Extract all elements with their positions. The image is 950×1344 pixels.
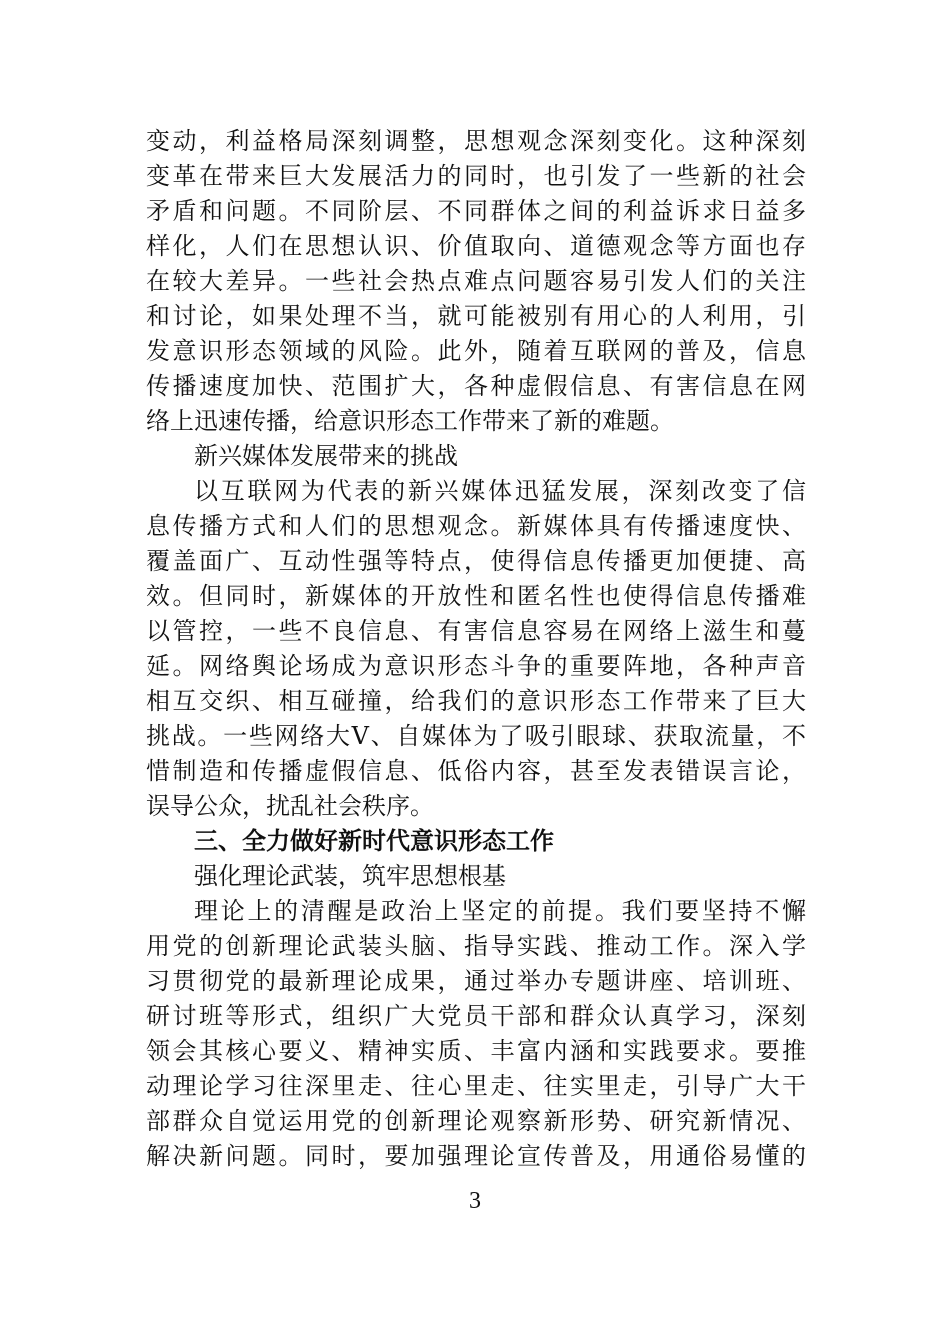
text-line: 变动，利益格局深刻调整，思想观念深刻变化。这种深刻 — [146, 127, 806, 155]
paragraph-2 — [146, 474, 806, 824]
paragraph-1 — [146, 124, 806, 439]
text-line: 以管控，一些不良信息、有害信息容易在网络上滋生和蔓 — [146, 617, 806, 645]
text-line: 惜制造和传播虚假信息、低俗内容，甚至发表错误言论， — [146, 757, 806, 785]
text-line: 理论上的清醒是政治上坚定的前提。我们要坚持不懈 — [194, 897, 806, 925]
subheading-new-media-challenge: 新兴媒体发展带来的挑战 — [194, 442, 458, 470]
text-line: 解决新问题。同时，要加强理论宣传普及，用通俗易懂的 — [146, 1142, 806, 1170]
text-line: 以互联网为代表的新兴媒体迅猛发展，深刻改变了信 — [194, 477, 806, 505]
text-line: 覆盖面广、互动性强等特点，使得信息传播更加便捷、高 — [146, 547, 806, 575]
text-line: 研讨班等形式，组织广大党员干部和群众认真学习，深刻 — [146, 1002, 806, 1030]
subheading-theory-armament: 强化理论武装，筑牢思想根基 — [194, 862, 506, 890]
text-line: 传播速度加快、范围扩大，各种虚假信息、有害信息在网 — [146, 372, 806, 400]
text-line: 发意识形态领域的风险。此外，随着互联网的普及，信息 — [146, 337, 806, 365]
text-line: 领会其核心要义、精神实质、丰富内涵和实践要求。要推 — [146, 1037, 806, 1065]
text-line: 部群众自觉运用党的创新理论观察新形势、研究新情况、 — [146, 1107, 806, 1135]
text-line: 延。网络舆论场成为意识形态斗争的重要阵地，各种声音 — [146, 652, 806, 680]
text-line: 息传播方式和人们的思想观念。新媒体具有传播速度快、 — [146, 512, 806, 540]
text-line: 络上迅速传播，给意识形态工作带来了新的难题。 — [146, 407, 674, 435]
text-line: 用党的创新理论武装头脑、指导实践、推动工作。深入学 — [146, 932, 806, 960]
text-line: 效。但同时，新媒体的开放性和匿名性也使得信息传播难 — [146, 582, 806, 610]
text-line: 和讨论，如果处理不当，就可能被别有用心的人利用，引 — [146, 302, 806, 330]
text-line: 样化，人们在思想认识、价值取向、道德观念等方面也存 — [146, 232, 806, 260]
text-line: 动理论学习往深里走、往心里走、往实里走，引导广大干 — [146, 1072, 806, 1100]
document-body — [146, 124, 806, 1174]
text-line: 在较大差异。一些社会热点难点问题容易引发人们的关注 — [146, 267, 806, 295]
page-number: 3 — [469, 1188, 481, 1214]
paragraph-3 — [146, 894, 806, 1174]
text-line: 变革在带来巨大发展活力的同时，也引发了一些新的社会 — [146, 162, 806, 190]
text-line: 习贯彻党的最新理论成果，通过举办专题讲座、培训班、 — [146, 967, 806, 995]
text-line: 相互交织、相互碰撞，给我们的意识形态工作带来了巨大 — [146, 687, 806, 715]
section-heading-3: 三、全力做好新时代意识形态工作 — [194, 827, 554, 855]
text-line: 挑战。一些网络大V、自媒体为了吸引眼球、获取流量，不 — [146, 722, 806, 750]
text-line: 误导公众，扰乱社会秩序。 — [146, 792, 434, 820]
text-line: 矛盾和问题。不同阶层、不同群体之间的利益诉求日益多 — [146, 197, 806, 225]
